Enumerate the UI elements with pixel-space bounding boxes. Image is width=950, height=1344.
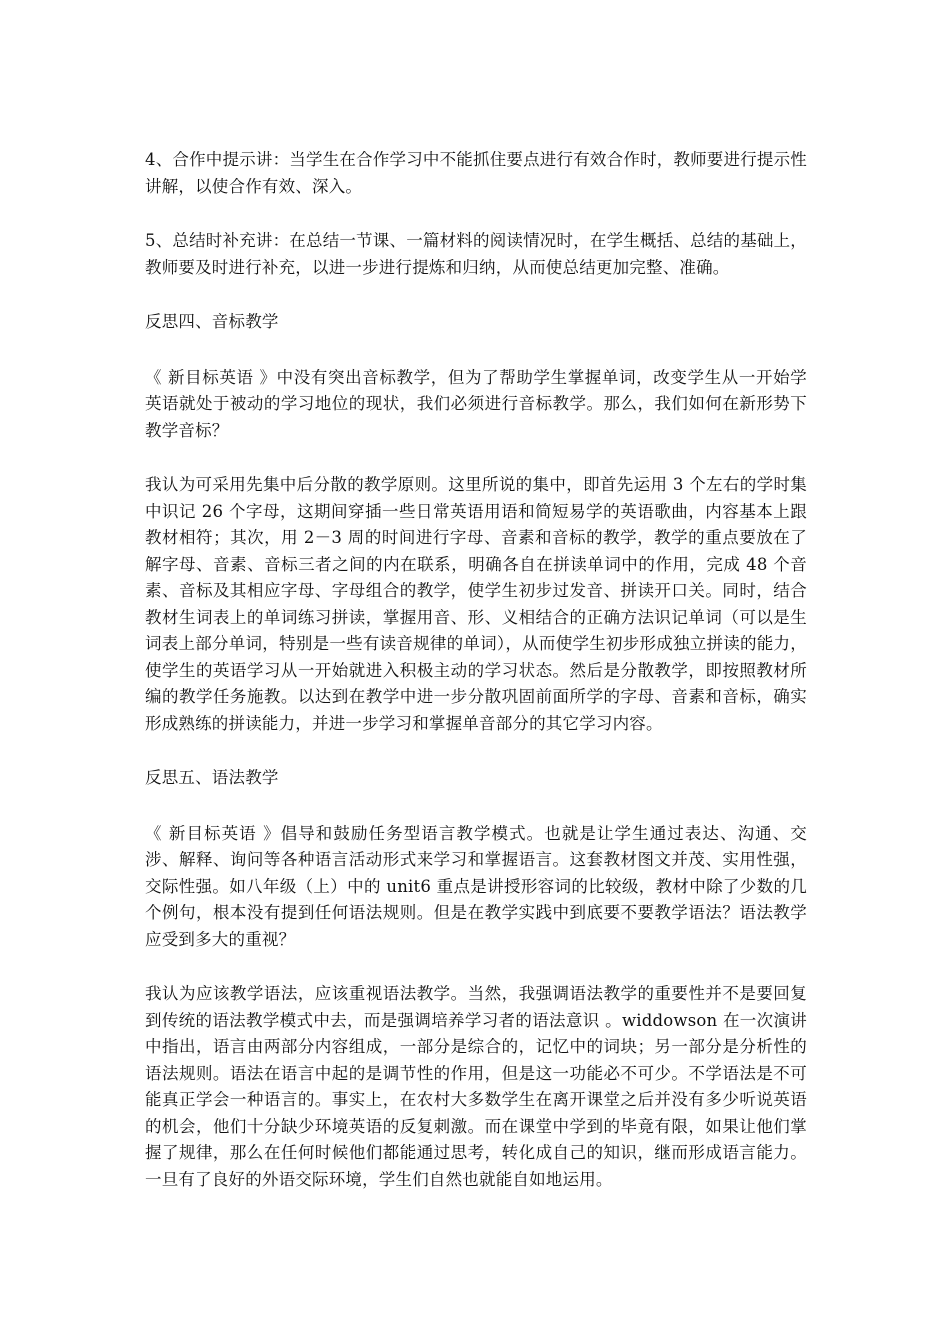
document-body (145, 147, 807, 1221)
paragraph-grammar-intro: 《 新目标英语 》倡导和鼓励任务型语言教学模式。也就是让学生通过表达、沟通、交涉、解释、询问等各种语言活动形式来学习和掌握语言。这套教材图文并茂、实用性强，交际性强。如八年级（上）中的 unit6 重点是讲授形容词的比较级，教材中除了少数的几个例句，根本没有提到任何语法规则。但是在教学实践中到底要不要教学语法？语法教学应受到多大的重视？ (145, 823, 807, 949)
paragraph-phonetics-method: 我认为可采用先集中后分散的教学原则。这里所说的集中，即首先运用 3 个左右的学时集中识记 26 个字母，这期间穿插一些日常英语用语和简短易学的英语歌曲，内容基本上跟教材相符；其次，用 2－3 周的时间进行字母、音素和音标的教学，教学的重点要放在了解字母、音素、音标三者之间的内在联系，明确各自在拼读单词中的作用，完成 48 个音素、音标及其相应字母、字母组合的教学，使学生初步过发音、拼读开口关。同时，结合教材生词表上的单词练习拼读，掌握用音、形、义相结合的正确方法识记单词（可以是生词表上部分单词，特别是一些有读音规律的单词），从而使学生初步形成独立拼读的能力，使学生的英语学习从一开始就进入积极主动的学习状态。然后是分散教学，即按照教材所编的教学任务施教。以达到在教学中进一步分散巩固前面所学的字母、音素和音标，确实形成熟练的拼读能力，并进一步学习和掌握单音部分的其它学习内容。 (145, 475, 807, 733)
paragraph-tip-4: 4、合作中提示讲：当学生在合作学习中不能抓住要点进行有效合作时，教师要进行提示性讲解，以使合作有效、深入。 (145, 150, 807, 196)
section-heading-4: 反思四、音标教学 (145, 312, 279, 331)
section-heading-5: 反思五、语法教学 (145, 768, 279, 787)
paragraph-grammar-view: 我认为应该教学语法，应该重视语法教学。当然，我强调语法教学的重要性并不是要回复到传统的语法教学模式中去，而是强调培养学习者的语法意识 。widdowson 在一次演讲中指出，语言由两部分内容组成，一部分是综合的，记忆中的词块；另一部分是分析性的语法规则。语法在语言中起的是调节性的作用，但是这一功能必不可少。不学语法是不可能真正学会一种语言的。事实上，在农村大多数学生在离开课堂之后并没有多少听说英语的机会，他们十分缺少环境英语的反复刺激。而在课堂中学到的毕竟有限，如果让他们掌握了规律，那么在任何时候他们都能通过思考，转化成自己的知识，继而形成语言能力。一旦有了良好的外语交际环境，学生们自然也就能自如地运用。 (145, 984, 807, 1189)
paragraph-phonetics-intro: 《 新目标英语 》中没有突出音标教学，但为了帮助学生掌握单词，改变学生从一开始学英语就处于被动的学习地位的现状，我们必须进行音标教学。那么，我们如何在新形势下教学音标？ (145, 367, 807, 440)
paragraph-tip-5: 5、总结时补充讲：在总结一节课、一篇材料的阅读情况时，在学生概括、总结的基础上，教师要及时进行补充，以进一步进行提炼和归纳，从而使总结更加完整、准确。 (145, 231, 807, 277)
